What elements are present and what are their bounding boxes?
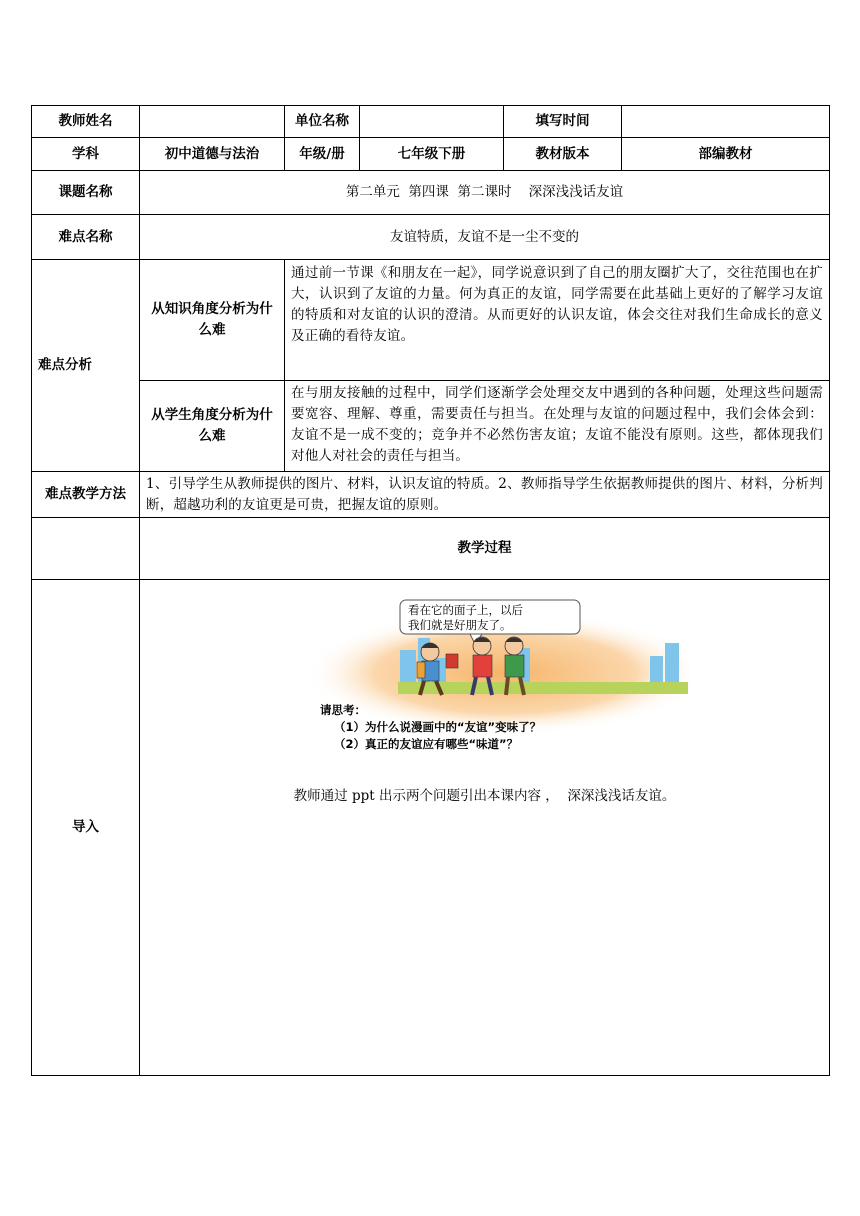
unit-label: 单位名称 — [285, 106, 360, 138]
difficulty-value: 友谊特质，友谊不是一尘不变的 — [140, 215, 830, 260]
unit-value[interactable] — [360, 106, 504, 138]
intro-label: 导入 — [32, 580, 140, 1076]
friendship-comic-image — [270, 598, 690, 758]
process-title: 教学过程 — [140, 518, 830, 580]
grade-label: 年级/册 — [285, 138, 360, 171]
comic-prompt: 请思考： — [320, 703, 366, 717]
header-row-1 — [32, 106, 830, 138]
speech-line-1: 看在它的面子上，以后 — [408, 603, 523, 617]
topic-row — [32, 171, 830, 215]
difficulty-label: 难点名称 — [32, 215, 140, 260]
edition-value: 部编教材 — [622, 138, 830, 171]
teacher-value[interactable] — [140, 106, 285, 138]
date-value[interactable] — [622, 106, 830, 138]
intro-content — [140, 580, 830, 1076]
knowledge-angle-text: 通过前一节课《和朋友在一起》，同学说意识到了自己的朋友圈扩大了，交往范围也在扩大，认识到了友谊的力量。何为真正的友谊，同学需要在此基础上更好的了解学习友谊的特质和对友谊的认识的澄清。从而更好的认识友谊，体会交往对我们生命成长的意义及正确的看待友谊。 — [285, 260, 830, 381]
comic-question-1: （1）为什么说漫画中的“友谊”变味了？ — [334, 720, 542, 734]
topic-value: 第二单元 第四课 第二课时 深深浅浅话友谊 — [140, 171, 830, 215]
grade-value: 七年级下册 — [360, 138, 504, 171]
intro-content-wrap — [140, 580, 829, 1075]
intro-row — [32, 580, 830, 1076]
analysis-label: 难点分析 — [32, 260, 140, 472]
method-row — [32, 472, 830, 518]
knowledge-angle-label: 从知识角度分析为什么难 — [140, 260, 285, 381]
process-row — [32, 518, 830, 580]
lesson-plan-table — [31, 105, 830, 1076]
header-row-2 — [32, 138, 830, 171]
date-label: 填写时间 — [504, 106, 622, 138]
method-text: 1、引导学生从教师提供的图片、材料，认识友谊的特质。2、教师指导学生依据教师提供的图片、材料，分析判断，超越功利的友谊更是可贵，把握友谊的原则。 — [140, 472, 830, 518]
analysis-student-row — [32, 381, 830, 472]
method-label: 难点教学方法 — [32, 472, 140, 518]
subject-value: 初中道德与法治 — [140, 138, 285, 171]
speech-line-2: 我们就是好朋友了。 — [408, 618, 512, 632]
difficulty-row — [32, 215, 830, 260]
analysis-knowledge-row — [32, 260, 830, 381]
student-angle-label: 从学生角度分析为什么难 — [140, 381, 285, 472]
topic-label: 课题名称 — [32, 171, 140, 215]
process-blank-cell — [32, 518, 140, 580]
teacher-label: 教师姓名 — [32, 106, 140, 138]
comic-question-2: （2）真正的友谊应有哪些“味道”？ — [334, 737, 519, 751]
gift-packet — [446, 654, 458, 668]
intro-caption: 教师通过 ppt 出示两个问题引出本课内容 ， 深深浅浅话友谊。 — [293, 788, 676, 804]
student-angle-text: 在与朋友接触的过程中，同学们逐渐学会处理交友中遇到的各种问题，处理这些问题需要宽容、理解、尊重，需要责任与担当。在处理与友谊的问题过程中，我们会体会到：友谊不是一成不变的；竞争并不必然伤害友谊；友谊不能没有原则。这些，都体现我们对他人对社会的责任与担当。 — [285, 381, 830, 472]
subject-label: 学科 — [32, 138, 140, 171]
edition-label: 教材版本 — [504, 138, 622, 171]
